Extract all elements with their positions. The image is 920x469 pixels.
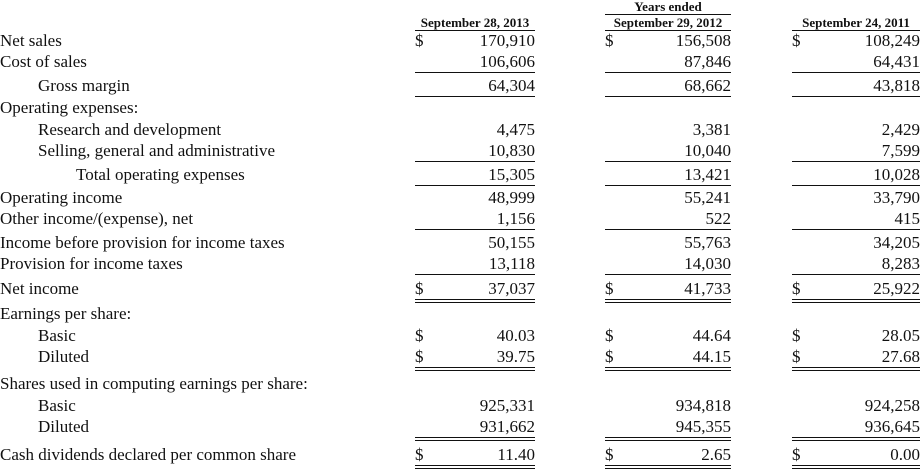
cell-net-sales-2: 108,249: [864, 31, 920, 50]
row-label-research-and-development: Research and development: [38, 120, 222, 139]
currency-symbol-eps-diluted-1: $: [605, 347, 614, 366]
cell-shares-diluted-0: 931,662: [479, 417, 535, 436]
column-header-2013: September 28, 2013: [420, 15, 530, 30]
header-years-ended: Years ended: [634, 0, 702, 14]
double-underline-eps-diluted-0: [415, 370, 535, 371]
cell-eps-diluted-2: 27.68: [881, 347, 920, 366]
cell-eps-diluted-0: 39.75: [496, 347, 535, 366]
cell-research-and-development-2: 2,429: [881, 120, 920, 139]
cell-shares-diluted-2: 936,645: [864, 417, 920, 436]
row-label-eps-heading: Earnings per share:: [0, 304, 132, 323]
underline-cash-dividends-0: [415, 465, 535, 466]
cell-research-and-development-0: 4,475: [496, 120, 535, 139]
cell-shares-basic-0: 925,331: [479, 396, 535, 415]
underline-net-income-0: [415, 299, 535, 300]
row-label-net-sales: Net sales: [0, 31, 62, 50]
cell-cash-dividends-0: 11.40: [497, 445, 535, 464]
cell-net-sales-0: 170,910: [479, 31, 535, 50]
currency-symbol-eps-basic-0: $: [415, 326, 424, 345]
double-underline-net-income-1: [605, 302, 731, 303]
cell-net-sales-1: 156,508: [675, 31, 731, 50]
underline-shares-diluted-1: [605, 437, 731, 438]
cell-total-operating-expenses-2: 10,028: [873, 165, 920, 184]
cell-income-before-taxes-0: 50,155: [488, 233, 535, 252]
row-label-operating-income: Operating income: [0, 188, 123, 207]
cell-eps-diluted-1: 44.15: [692, 347, 731, 366]
cell-sga-2: 7,599: [881, 141, 920, 160]
cell-net-income-1: 41,733: [684, 279, 731, 298]
cell-eps-basic-0: 40.03: [496, 326, 535, 345]
cell-operating-income-0: 48,999: [488, 188, 535, 207]
underline-other-income-2: [792, 229, 920, 230]
currency-symbol-cash-dividends-1: $: [605, 445, 614, 464]
currency-symbol-eps-basic-1: $: [605, 326, 614, 345]
cell-gross-margin-2: 43,818: [873, 76, 920, 95]
double-underline-eps-diluted-2: [792, 370, 920, 371]
underline-cost-of-sales-2: [792, 72, 920, 73]
cell-net-income-2: 25,922: [873, 279, 920, 298]
underline-sga-0: [415, 161, 535, 162]
currency-symbol-cash-dividends-0: $: [415, 445, 424, 464]
cell-other-income-0: 1,156: [496, 209, 535, 228]
row-label-provision-for-taxes: Provision for income taxes: [0, 254, 183, 273]
cell-gross-margin-0: 64,304: [488, 76, 535, 95]
underline-sga-1: [605, 161, 731, 162]
underline-total-operating-expenses-0: [415, 185, 535, 186]
row-label-total-operating-expenses: Total operating expenses: [76, 165, 245, 184]
column-header-2012: September 29, 2012: [613, 15, 723, 30]
row-label-other-income: Other income/(expense), net: [0, 209, 194, 228]
row-label-shares-diluted: Diluted: [38, 417, 89, 436]
cell-provision-for-taxes-2: 8,283: [881, 254, 920, 273]
currency-symbol-eps-diluted-2: $: [792, 347, 801, 366]
cell-other-income-1: 522: [705, 209, 731, 228]
cell-operating-income-1: 55,241: [684, 188, 731, 207]
cell-eps-basic-1: 44.64: [692, 326, 731, 345]
cell-operating-income-2: 33,790: [873, 188, 920, 207]
cell-sga-1: 10,040: [684, 141, 731, 160]
cell-cost-of-sales-1: 87,846: [684, 52, 731, 71]
underline-provision-for-taxes-1: [605, 274, 731, 275]
underline-cost-of-sales-0: [415, 72, 535, 73]
underline-other-income-1: [605, 229, 731, 230]
double-underline-shares-diluted-2: [792, 440, 920, 441]
underline-eps-diluted-0: [415, 367, 535, 368]
cell-eps-basic-2: 28.05: [881, 326, 920, 345]
double-underline-net-income-2: [792, 302, 920, 303]
cell-other-income-2: 415: [894, 209, 920, 228]
row-label-net-income: Net income: [0, 279, 79, 298]
row-label-shares-heading: Shares used in computing earnings per share:: [0, 374, 308, 393]
underline-eps-diluted-2: [792, 367, 920, 368]
underline-cost-of-sales-1: [605, 72, 731, 73]
cell-provision-for-taxes-1: 14,030: [684, 254, 731, 273]
row-label-operating-expenses: Operating expenses:: [0, 98, 139, 117]
cell-cost-of-sales-2: 64,431: [873, 52, 920, 71]
underline-other-income-0: [415, 229, 535, 230]
currency-symbol-net-income-0: $: [415, 279, 424, 298]
underline-gross-margin-2: [792, 96, 920, 97]
underline-shares-diluted-2: [792, 437, 920, 438]
currency-symbol-net-sales-0: $: [415, 31, 424, 50]
cell-research-and-development-1: 3,381: [692, 120, 731, 139]
cell-net-income-0: 37,037: [488, 279, 535, 298]
row-label-eps-diluted: Diluted: [38, 347, 89, 366]
cell-sga-0: 10,830: [488, 141, 535, 160]
currency-symbol-net-sales-2: $: [792, 31, 801, 50]
cell-income-before-taxes-1: 55,763: [684, 233, 731, 252]
underline-cash-dividends-2: [792, 465, 920, 466]
currency-symbol-net-sales-1: $: [605, 31, 614, 50]
cell-total-operating-expenses-0: 15,305: [488, 165, 535, 184]
cell-shares-basic-2: 924,258: [864, 396, 920, 415]
double-underline-shares-diluted-1: [605, 440, 731, 441]
cell-cash-dividends-2: 0.00: [890, 445, 920, 464]
cell-cash-dividends-1: 2.65: [701, 445, 731, 464]
double-underline-eps-diluted-1: [605, 370, 731, 371]
underline-sga-2: [792, 161, 920, 162]
row-label-sga: Selling, general and administrative: [38, 141, 275, 160]
underline-net-income-1: [605, 299, 731, 300]
row-label-gross-margin: Gross margin: [38, 76, 130, 95]
currency-symbol-net-income-1: $: [605, 279, 614, 298]
currency-symbol-cash-dividends-2: $: [792, 445, 801, 464]
currency-symbol-eps-basic-2: $: [792, 326, 801, 345]
row-label-shares-basic: Basic: [38, 396, 76, 415]
cell-income-before-taxes-2: 34,205: [873, 233, 920, 252]
double-underline-shares-diluted-0: [415, 440, 535, 441]
underline-gross-margin-0: [415, 96, 535, 97]
cell-shares-basic-1: 934,818: [675, 396, 731, 415]
underline-net-income-2: [792, 299, 920, 300]
underline-provision-for-taxes-2: [792, 274, 920, 275]
currency-symbol-net-income-2: $: [792, 279, 801, 298]
underline-provision-for-taxes-0: [415, 274, 535, 275]
double-underline-net-income-0: [415, 302, 535, 303]
row-label-cost-of-sales: Cost of sales: [0, 52, 87, 71]
cell-gross-margin-1: 68,662: [684, 76, 731, 95]
cell-provision-for-taxes-0: 13,118: [488, 254, 535, 273]
currency-symbol-eps-diluted-0: $: [415, 347, 424, 366]
cell-shares-diluted-1: 945,355: [675, 417, 731, 436]
row-label-income-before-taxes: Income before provision for income taxes: [0, 233, 285, 252]
row-label-cash-dividends: Cash dividends declared per common share: [0, 445, 296, 464]
underline-eps-diluted-1: [605, 367, 731, 368]
row-label-eps-basic: Basic: [38, 326, 76, 345]
underline-cash-dividends-1: [605, 465, 731, 466]
column-header-2011: September 24, 2011: [802, 15, 910, 30]
underline-gross-margin-1: [605, 96, 731, 97]
underline-total-operating-expenses-2: [792, 185, 920, 186]
underline-shares-diluted-0: [415, 437, 535, 438]
underline-total-operating-expenses-1: [605, 185, 731, 186]
cell-total-operating-expenses-1: 13,421: [684, 165, 731, 184]
cell-cost-of-sales-0: 106,606: [479, 52, 535, 71]
